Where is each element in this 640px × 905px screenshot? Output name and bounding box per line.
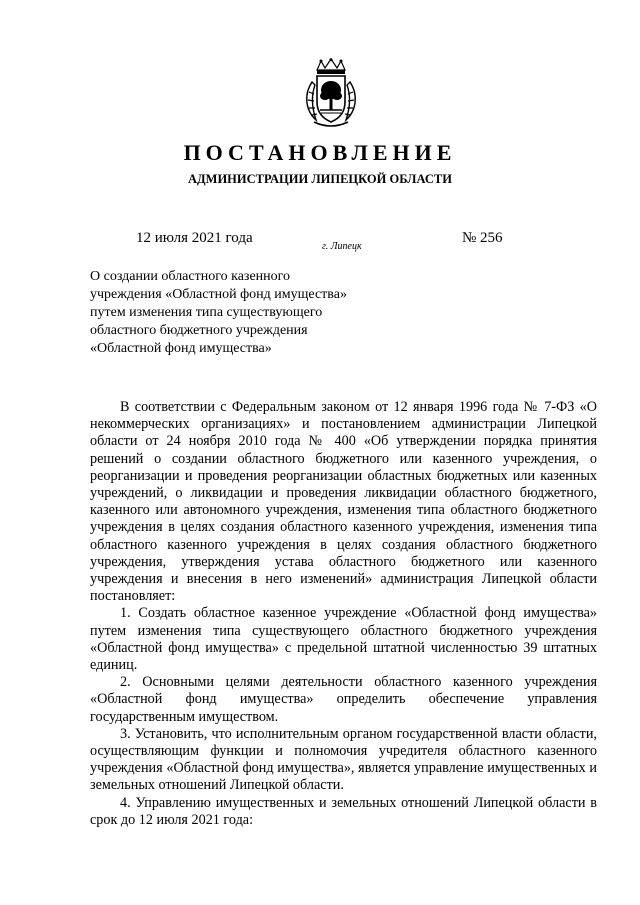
subject-line: путем изменения типа существующего xyxy=(90,305,323,320)
subject-line: О создании областного казенного xyxy=(90,269,291,284)
document-number: № 256 xyxy=(462,230,503,246)
subject-line: «Областной фонд имущества» xyxy=(90,341,272,356)
clause-2: 2. Основными целями деятельности областного казенного учреждения «Областной фонд имущества» определить обеспечение управления государственным имуществом. xyxy=(90,674,597,725)
preamble-paragraph: В соответствии с Федеральным законом от 12 января 1996 года № 7-ФЗ «О некоммерческих организациях» и постановлением администрации Липецкой области от 24 ноября 2010 года № 400 «Об утверждении порядка принятия решений о создании областного бюджетного или казенного учреждения, о реорганизации и проведения реорганизации областных бюджетных или казенных учреждений, о ликвидации и проведения ликвидации областного бюджетного, казенного или автономного учреждения, изменения типа областного бюджетного учреждения в целях создания областного казенного учреждения, изменения типа областного казенного учреждения в целях создания областного бюджетного учреждения, утверждения устава областного бюджетного или казенного учреждения и внесения в него изменений» администрация Липецкой области постановляет: xyxy=(90,399,597,605)
document-body xyxy=(90,399,597,829)
clause-1: 1. Создать областное казенное учреждение «Областной фонд имущества» путем изменения типа существующего областного бюджетного учреждения «Областной фонд имущества» с предельной штатной численностью 39 штатных единиц. xyxy=(90,605,597,674)
document-subject xyxy=(90,268,420,358)
clause-3: 3. Установить, что исполнительным органом государственной власти области, осуществляющим функции и полномочия учредителя областного казенного учреждения «Областной фонд имущества», является управление имущественных и земельных отношений Липецкой области. xyxy=(90,725,597,794)
issuing-authority: АДМИНИСТРАЦИИ ЛИПЕЦКОЙ ОБЛАСТИ xyxy=(188,172,452,186)
document-title: ПОСТАНОВЛЕНИЕ xyxy=(183,140,457,165)
subject-line: учреждения «Областной фонд имущества» xyxy=(90,287,347,302)
clause-4: 4. Управлению имущественных и земельных отношений Липецкой области в срок до 12 июля 2021 года: xyxy=(90,794,597,828)
document-city: г. Липецк xyxy=(322,241,362,252)
document-date: 12 июля 2021 года xyxy=(136,230,253,246)
coat-of-arms-icon xyxy=(300,58,362,130)
subject-line: областного бюджетного учреждения xyxy=(90,323,308,338)
